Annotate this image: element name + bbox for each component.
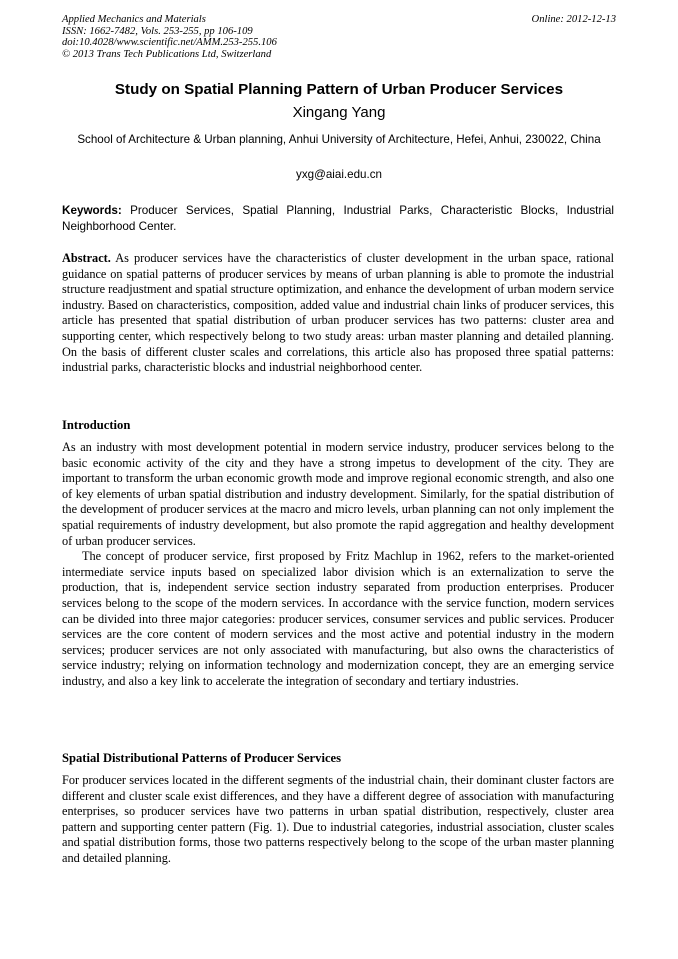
issn-line: ISSN: 1662-7482, Vols. 253-255, pp 106-109 [62, 25, 253, 37]
introduction-paragraph-2: The concept of producer service, first proposed by Fritz Machlup in 1962, refers to the market-oriented intermediate service inputs based on specialized labor division which is an externalization to serve the production, that is, independent service section industry separated from production enterprises. Producer services belong to the scope of the modern services. In accordance with the service function, modern services can be divided into three major categories: producer services, consumer services and public services. Producer services are the core content of modern services and the most active and potential industry in the modern services; producer services are not only associated with manufacturing, but also owns the characteristics of service industry; relying on information technology and modernization concept, they are an emerging service industry, and also a key link to accelerate the integration of secondary and tertiary industries. [62, 549, 614, 688]
author-affiliation: School of Architecture & Urban planning, Anhui University of Architecture, Hefei, Anhui, 230022, China [77, 133, 601, 146]
introduction-paragraph-1: As an industry with most development potential in modern service industry, producer services belong to the basic economic activity of the city and they have a strong impetus to development of the city. They are important to transform the urban economic growth mode and improve regional economic strength, and also one of key elements of urban spatial distribution and industry development. Similarly, for the spatial distribution of the development of producer services at the macro and micro levels, urban planning can not only implement the spatial requirements of industry development, but also promote the rapid aggregation and healthy development of urban producer services. [62, 440, 614, 548]
author-email: yxg@aiai.edu.cn [296, 168, 382, 181]
abstract [62, 251, 614, 376]
keywords-text: Producer Services, Spatial Planning, Industrial Parks, Characteristic Blocks, Industrial Neighborhood Center. [62, 204, 614, 233]
keywords [62, 203, 614, 234]
spatial-body [62, 773, 614, 867]
abstract-label: Abstract. [62, 251, 111, 265]
author-name: Xingang Yang [292, 104, 386, 121]
doi-line: doi:10.4028/www.scientific.net/AMM.253-255.106 [62, 37, 277, 49]
spatial-paragraph-1: For producer services located in the different segments of the industrial chain, their dominant cluster factors are different and cluster scale exist differences, and they have a different degree of association with manufacturing enterprises, so producer services have two patterns in urban spatial distribution, respectively, cluster area pattern and supporting center pattern (Fig. 1). Due to industrial categories, industrial association, cluster scales and spatial distribution forms, those two patterns respectively belong to the scope of the urban master planning and detailed planning. [62, 773, 614, 865]
introduction-heading: Introduction [62, 418, 131, 432]
abstract-text: As producer services have the characteristics of cluster development in the urban space, rational guidance on spatial patterns of producer services by means of urban planning is able to promote the industrial structure readjustment and spatial structure optimization, and enhance the development of urban modern service industry. Based on characteristics, composition, added value and industrial chain links of producer services, this article has presented that spatial distribution of urban producer services has two patterns: cluster area and supporting center, which respectively belong to two study areas: urban master planning and detailed planning. On the basis of different cluster scales and correlations, this article also has proposed three spatial patterns: industrial parks, characteristic blocks and industrial neighborhood center. [62, 251, 614, 375]
spatial-heading: Spatial Distributional Patterns of Producer Services [62, 751, 342, 765]
online-date: Online: 2012-12-13 [531, 14, 616, 25]
keywords-label: Keywords: [62, 204, 122, 217]
journal-header [62, 14, 616, 60]
paper-title: Study on Spatial Planning Pattern of Urban Producer Services [114, 81, 564, 98]
journal-name: Applied Mechanics and Materials [62, 14, 206, 25]
copyright-line: © 2013 Trans Tech Publications Ltd, Switzerland [62, 48, 272, 60]
introduction-body [62, 440, 614, 690]
